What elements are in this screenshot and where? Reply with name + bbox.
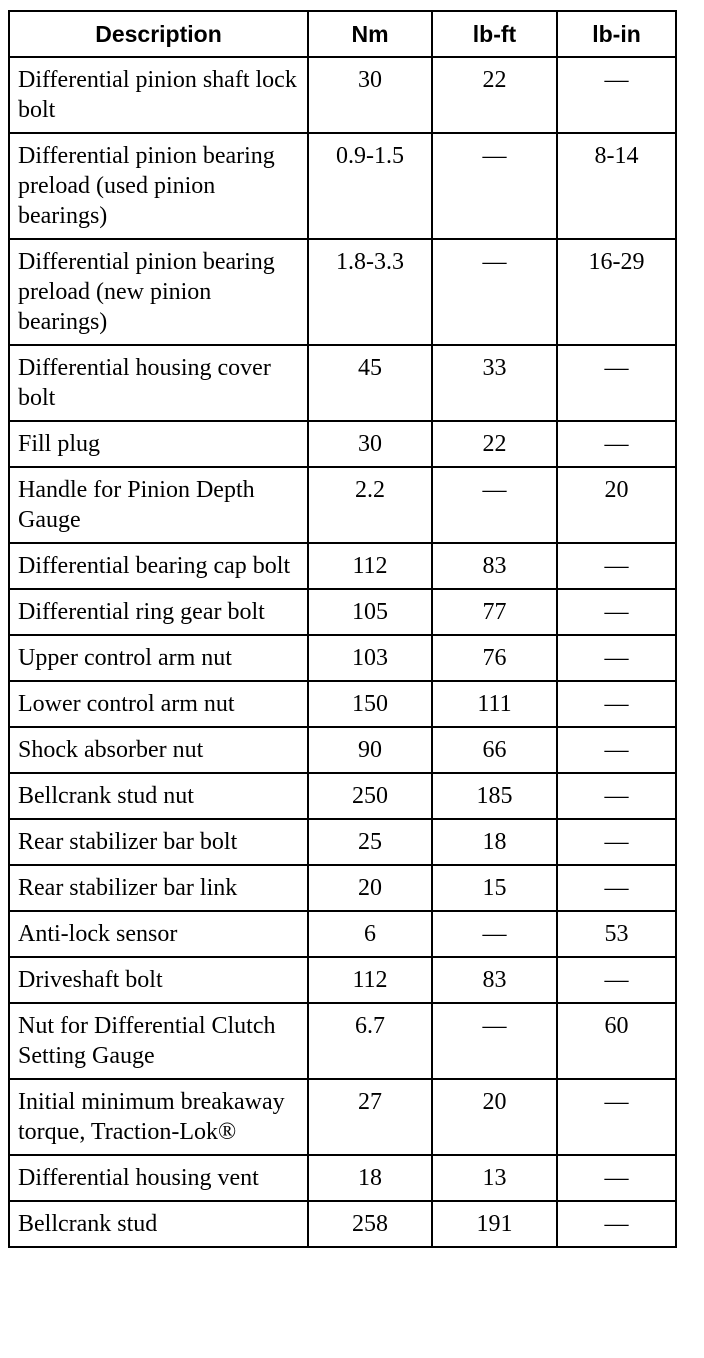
- cell-nm: 6.7: [308, 1003, 432, 1079]
- cell-lb-ft: —: [432, 1003, 557, 1079]
- table-row: [9, 589, 676, 635]
- cell-description: Driveshaft bolt: [9, 957, 308, 1003]
- cell-nm: 0.9-1.5: [308, 133, 432, 239]
- header-nm: Nm: [308, 11, 432, 57]
- cell-nm: 250: [308, 773, 432, 819]
- cell-description: Bellcrank stud nut: [9, 773, 308, 819]
- table-row: [9, 345, 676, 421]
- header-lb-ft: lb-ft: [432, 11, 557, 57]
- cell-description: Handle for Pinion Depth Gauge: [9, 467, 308, 543]
- cell-description: Differential ring gear bolt: [9, 589, 308, 635]
- table-row: [9, 635, 676, 681]
- header-description: Description: [9, 11, 308, 57]
- cell-description: Differential pinion bearing preload (new pinion bearings): [9, 239, 308, 345]
- cell-description: Differential pinion bearing preload (used pinion bearings): [9, 133, 308, 239]
- header-lb-in: lb-in: [557, 11, 676, 57]
- cell-lb-ft: 76: [432, 635, 557, 681]
- cell-nm: 1.8-3.3: [308, 239, 432, 345]
- cell-lb-in: —: [557, 865, 676, 911]
- cell-lb-in: —: [557, 1155, 676, 1201]
- cell-description: Rear stabilizer bar bolt: [9, 819, 308, 865]
- cell-lb-ft: 22: [432, 421, 557, 467]
- cell-lb-in: —: [557, 543, 676, 589]
- cell-lb-in: —: [557, 957, 676, 1003]
- cell-lb-ft: 111: [432, 681, 557, 727]
- cell-nm: 27: [308, 1079, 432, 1155]
- cell-lb-ft: 18: [432, 819, 557, 865]
- cell-nm: 30: [308, 57, 432, 133]
- cell-description: Nut for Differential Clutch Setting Gauge: [9, 1003, 308, 1079]
- cell-lb-ft: 83: [432, 543, 557, 589]
- cell-lb-ft: —: [432, 239, 557, 345]
- cell-lb-in: —: [557, 1079, 676, 1155]
- table-row: [9, 911, 676, 957]
- cell-nm: 258: [308, 1201, 432, 1247]
- table-row: [9, 819, 676, 865]
- cell-description: Rear stabilizer bar link: [9, 865, 308, 911]
- cell-nm: 103: [308, 635, 432, 681]
- cell-lb-ft: 191: [432, 1201, 557, 1247]
- table-row: [9, 727, 676, 773]
- cell-lb-ft: —: [432, 911, 557, 957]
- cell-description: Bellcrank stud: [9, 1201, 308, 1247]
- cell-lb-ft: —: [432, 467, 557, 543]
- cell-lb-ft: 77: [432, 589, 557, 635]
- cell-nm: 112: [308, 957, 432, 1003]
- cell-lb-in: —: [557, 681, 676, 727]
- cell-nm: 112: [308, 543, 432, 589]
- cell-description: Anti-lock sensor: [9, 911, 308, 957]
- cell-description: Lower control arm nut: [9, 681, 308, 727]
- table-header: [9, 11, 676, 57]
- header-row: [9, 11, 676, 57]
- cell-description: Initial minimum breakaway torque, Traction-Lok®: [9, 1079, 308, 1155]
- cell-description: Fill plug: [9, 421, 308, 467]
- table-row: [9, 1201, 676, 1247]
- table-row: [9, 467, 676, 543]
- cell-lb-in: —: [557, 727, 676, 773]
- table-row: [9, 865, 676, 911]
- cell-description: Differential bearing cap bolt: [9, 543, 308, 589]
- cell-lb-in: —: [557, 421, 676, 467]
- table-row: [9, 957, 676, 1003]
- cell-lb-in: —: [557, 635, 676, 681]
- cell-nm: 18: [308, 1155, 432, 1201]
- cell-nm: 6: [308, 911, 432, 957]
- cell-description: Differential pinion shaft lock bolt: [9, 57, 308, 133]
- cell-lb-ft: 22: [432, 57, 557, 133]
- table-row: [9, 773, 676, 819]
- cell-lb-ft: 20: [432, 1079, 557, 1155]
- table-row: [9, 1155, 676, 1201]
- cell-lb-in: —: [557, 57, 676, 133]
- cell-lb-ft: 15: [432, 865, 557, 911]
- cell-nm: 20: [308, 865, 432, 911]
- cell-description: Differential housing cover bolt: [9, 345, 308, 421]
- cell-lb-ft: 33: [432, 345, 557, 421]
- cell-lb-ft: —: [432, 133, 557, 239]
- cell-nm: 90: [308, 727, 432, 773]
- cell-lb-ft: 185: [432, 773, 557, 819]
- cell-nm: 2.2: [308, 467, 432, 543]
- torque-specification-table: [8, 10, 677, 1248]
- cell-lb-in: —: [557, 773, 676, 819]
- table-row: [9, 57, 676, 133]
- table-row: [9, 1079, 676, 1155]
- cell-description: Differential housing vent: [9, 1155, 308, 1201]
- table-row: [9, 543, 676, 589]
- cell-lb-in: —: [557, 1201, 676, 1247]
- cell-lb-ft: 13: [432, 1155, 557, 1201]
- cell-lb-ft: 83: [432, 957, 557, 1003]
- cell-lb-in: 16-29: [557, 239, 676, 345]
- table-row: [9, 681, 676, 727]
- cell-nm: 25: [308, 819, 432, 865]
- table-row: [9, 1003, 676, 1079]
- table-row: [9, 239, 676, 345]
- cell-description: Shock absorber nut: [9, 727, 308, 773]
- cell-nm: 150: [308, 681, 432, 727]
- cell-nm: 30: [308, 421, 432, 467]
- cell-lb-ft: 66: [432, 727, 557, 773]
- cell-lb-in: 8-14: [557, 133, 676, 239]
- table-row: [9, 421, 676, 467]
- cell-lb-in: 53: [557, 911, 676, 957]
- cell-lb-in: —: [557, 819, 676, 865]
- cell-lb-in: —: [557, 345, 676, 421]
- cell-description: Upper control arm nut: [9, 635, 308, 681]
- cell-lb-in: 20: [557, 467, 676, 543]
- table-row: [9, 133, 676, 239]
- cell-nm: 105: [308, 589, 432, 635]
- cell-lb-in: —: [557, 589, 676, 635]
- cell-nm: 45: [308, 345, 432, 421]
- cell-lb-in: 60: [557, 1003, 676, 1079]
- table-body: [9, 57, 676, 1247]
